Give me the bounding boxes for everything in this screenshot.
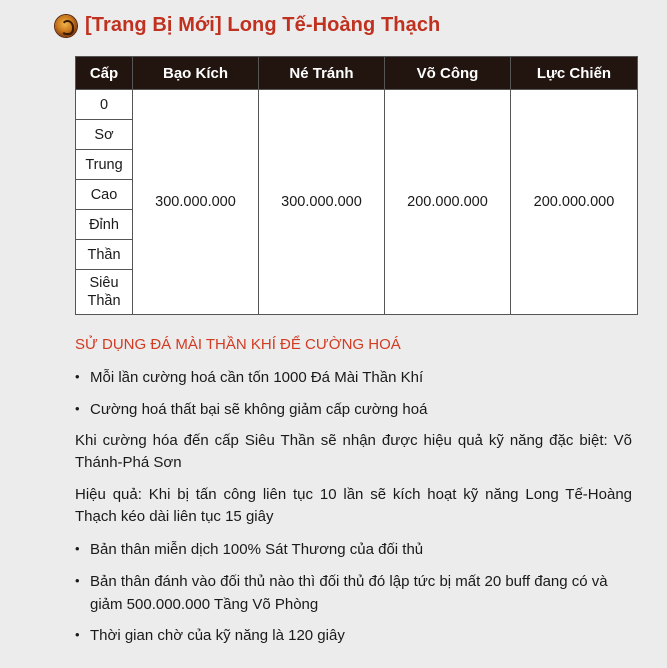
- level-cell: Trung: [76, 150, 133, 180]
- section-heading: SỬ DỤNG ĐÁ MÀI THẦN KHÍ ĐỂ CƯỜNG HOÁ: [75, 336, 401, 353]
- col-header-vo-cong: Võ Công: [385, 57, 511, 90]
- paragraph-effect: Hiệu quả: Khi bị tấn công liên tục 10 lần sẽ kích hoạt kỹ năng Long Tế-Hoàng Thạch kéo dài liên tục 15 giây: [75, 486, 632, 525]
- level-cell: 0: [76, 90, 133, 120]
- value-cell-ne-tranh: 300.000.000: [259, 90, 385, 315]
- value-cell-luc-chien: 200.000.000: [511, 90, 638, 315]
- list-item: • Mỗi lần cường hoá cần tốn 1000 Đá Mài Thần Khí: [75, 366, 636, 389]
- level-cell: Siêu Thần: [76, 270, 133, 315]
- value-cell-bao-kich: 300.000.000: [133, 90, 259, 315]
- col-header-level: Cấp: [76, 57, 133, 90]
- paragraph-special-skill: Khi cường hóa đến cấp Siêu Thần sẽ nhận được hiệu quả kỹ năng đặc biệt: Võ Thánh-Phá Sơn: [75, 432, 632, 471]
- level-cell: Sơ: [76, 120, 133, 150]
- level-cell: Thần: [76, 240, 133, 270]
- stats-table: [75, 56, 638, 315]
- table-header-row: [76, 57, 638, 90]
- page-header: [55, 14, 440, 37]
- value-cell-vo-cong: 200.000.000: [385, 90, 511, 315]
- list-item: • Cường hoá thất bại sẽ không giảm cấp cường hoá: [75, 398, 636, 421]
- col-header-bao-kich: Bạo Kích: [133, 57, 259, 90]
- list-item: • Bản thân đánh vào đối thủ nào thì đối thủ đó lập tức bị mất 20 buff đang có và giảm 500.000.000 Tầng Võ Phòng: [75, 570, 636, 616]
- col-header-ne-tranh: Né Tránh: [259, 57, 385, 90]
- list-item: • Thời gian chờ của kỹ năng là 120 giây: [75, 624, 636, 647]
- level-cell: Cao: [76, 180, 133, 210]
- dragon-emblem-icon: [55, 15, 77, 37]
- list-item: • Bản thân miễn dịch 100% Sát Thương của đối thủ: [75, 538, 636, 561]
- page-title: [Trang Bị Mới] Long Tế-Hoàng Thạch: [85, 14, 441, 36]
- table-row: [76, 90, 638, 120]
- col-header-luc-chien: Lực Chiến: [511, 57, 638, 90]
- level-cell: Đỉnh: [76, 210, 133, 240]
